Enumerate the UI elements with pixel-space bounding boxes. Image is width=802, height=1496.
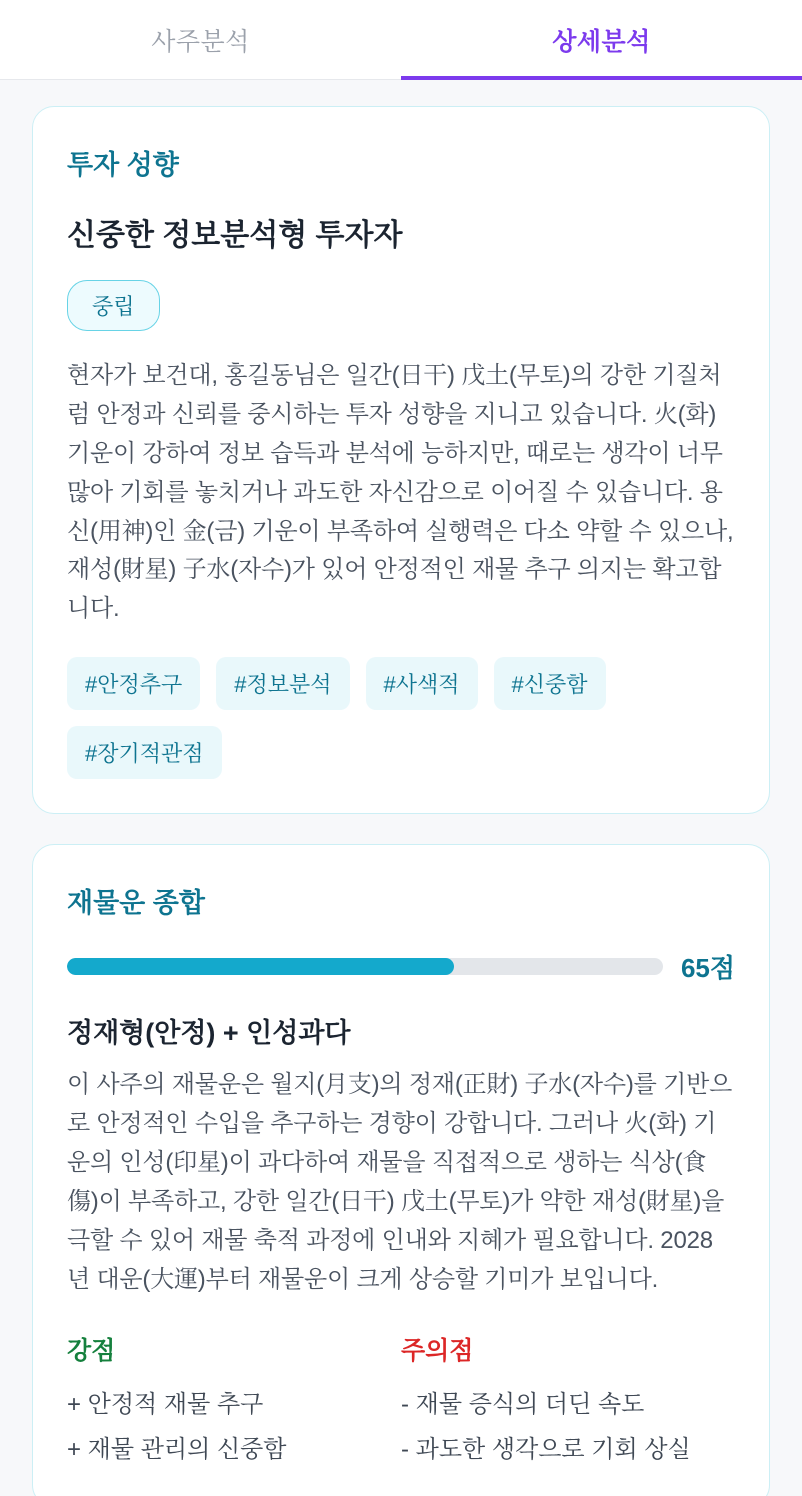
card-investment-tendency [32,106,770,814]
tag-item[interactable]: #신중함 [494,657,606,710]
strength-item: + 안정적 재물 추구 [67,1391,264,1419]
content-scroll-area[interactable] [0,80,802,1496]
caution-title: 주의점 [401,1337,474,1366]
investment-card-title: 투자 성향 [67,150,179,180]
strength-title: 강점 [67,1337,116,1366]
caution-item: - 과도한 생각으로 기회 상실 [401,1435,691,1463]
tag-item[interactable]: #사색적 [366,657,478,710]
wealth-body-text: 이 사주의 재물운은 월지(月支)의 정재(正財) 子水(자수)를 기반으로 안정적인 수입을 추구하는 경향이 강합니다. 그러나 火(화) 기운의 인성(印星)이 과다하여 재물을 직접적으로 생하는 식상(食傷)이 부족하고, 강한 일간(日干) 戊土(무토)가 약한 재성(財星)을 극할 수 있어 재물 축적 과정에 인내와 지혜가 필요합니다. 2028년 대운(大運)부터 재물운이 크게 상승할 기미가 보입니다. [67,1071,733,1293]
investment-body-text: 현자가 보건대, 홍길동님은 일간(日干) 戊土(무토)의 강한 기질처럼 안정과 신뢰를 중시하는 투자 성향을 지니고 있습니다. 火(화) 기운이 강하여 정보 습득과 분석에 능하지만, 때로는 생각이 너무 많아 기회를 놓치거나 과도한 자신감으로 이어질 수 있습니다. 용신(用神)인 金(금) 기운이 부족하여 실행력은 다소 약할 수 있으나, 재성(財星) 子水(자수)가 있어 안정적인 재물 추구 의지는 확고합니다. [67,362,734,623]
wealth-score-fill [67,958,454,975]
tag-item[interactable]: #안정추구 [67,657,200,710]
investment-tag-list [67,657,735,779]
wealth-score-track [67,958,663,975]
tab-detail-analysis[interactable]: 상세분석 [401,0,802,79]
wealth-card-title: 재물운 종합 [67,888,205,919]
investment-headline: 신중한 정보분석형 투자자 [67,219,403,252]
tab-bar [0,0,802,80]
wealth-caution-column [401,1331,735,1472]
card-wealth-summary [32,844,770,1496]
tag-item[interactable]: #정보분석 [216,657,349,710]
caution-item: - 재물 증식의 더딘 속도 [401,1391,645,1419]
strength-item: + 재물 관리의 신중함 [67,1435,287,1463]
wealth-headline: 정재형(안정) + 인성과다 [67,1018,351,1049]
wealth-strength-column [67,1331,401,1472]
wealth-strength-caution [67,1331,735,1472]
investment-badge: 중립 [67,280,160,331]
tab-saju-analysis[interactable]: 사주분석 [0,0,401,79]
tag-item[interactable]: #장기적관점 [67,726,222,779]
wealth-score-label: 65점 [680,953,735,984]
wealth-score-row [67,948,735,985]
